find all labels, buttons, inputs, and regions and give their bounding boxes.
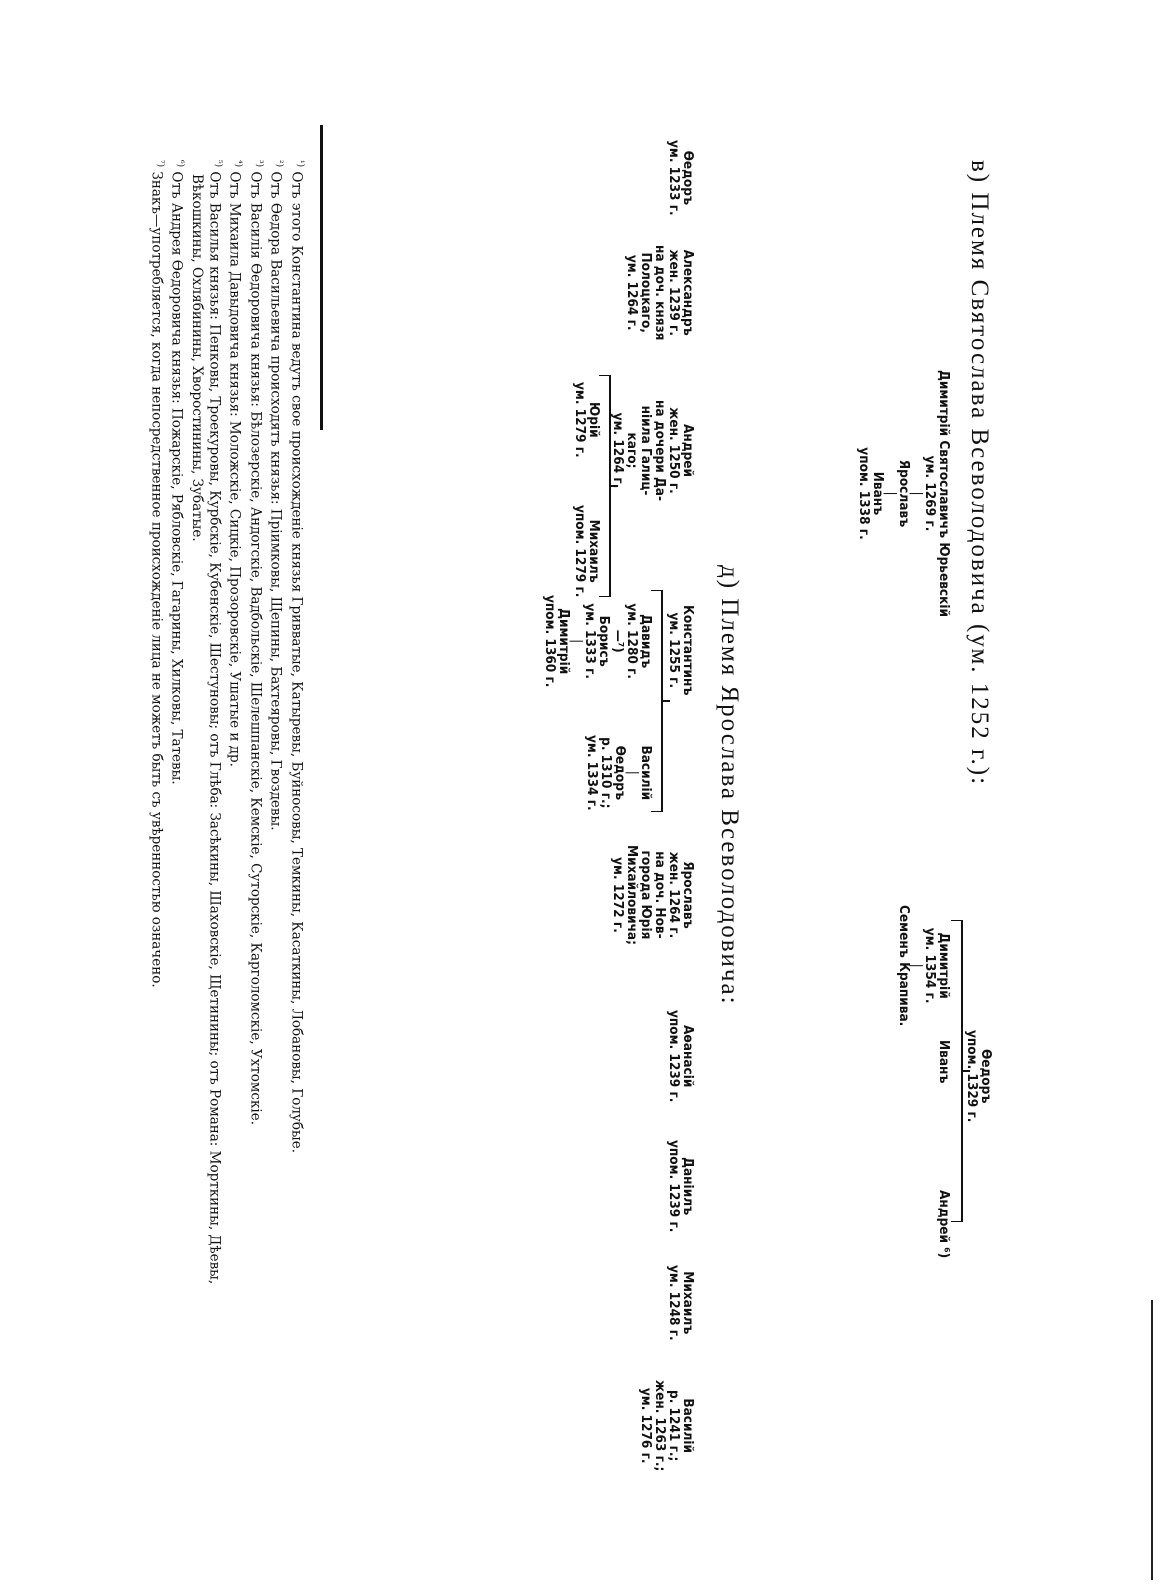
footnote-5: $^{^5)}$ Отъ Василья князья: Пенковы, Троекуровы, Курбскіе, Кубенскіе, Шестуновы; отъ Глѣба: Засѣкины, Шаховскіе, Щетинины; отъ Романа: Морткины, Дѣевы, bbox=[206, 160, 223, 1285]
person-daniil: Даніилъ упом. 1239 г. bbox=[666, 1140, 696, 1233]
person-yuri: Юрій ум. 1279 г. bbox=[572, 382, 602, 458]
person-yaroslav: Ярославъ жен. 1264 г. на доч. Нов- города Юрія Михайловича; ум. 1272 г. bbox=[610, 845, 696, 945]
person-andrey-2: Андрей жен. 1250 г. на дочери Да- ніила Галиц- каго; ум. 1264 г. bbox=[610, 400, 696, 502]
person-vasily-2: Василій р. 1241 г.; жен. 1263 г.; ум. 1276 г. bbox=[638, 1380, 696, 1472]
footnote-5-cont: Вѣкошкины, Охлябинины, Хворостинины, Зубатые. bbox=[189, 174, 206, 542]
person-alexandr: Александръ жен. 1239 г. на доч. князя Полоцкаго, ум. 1264 г. bbox=[624, 245, 696, 341]
person-david: Давидъ ум. 1280 г. —⁷) Борисъ ум. 1333 г. | Димитрій упом. 1360 г. bbox=[542, 595, 654, 688]
person-konstantin: Константинъ ум. 1255 г. bbox=[666, 605, 696, 696]
section-b-heading: в) Племя Святослава Всеволодовича (ум. 1252 г.): bbox=[966, 160, 993, 787]
footnote-6: $^{^6)}$ Отъ Андрея Өедоровича князья: Пожарскіе, Рябловскіе, Гагарины, Хилковы, Татевы. bbox=[169, 160, 186, 785]
person-mikhail: Михаилъ упом. 1279 г. bbox=[572, 505, 602, 598]
person-theodor: Өедоръ упом. 1329 г. bbox=[964, 1030, 994, 1123]
person-dimitry-svyatoslavich: Димитрій Святославичъ Юрьевскій ум. 1269 г. | Ярославъ | Иванъ упом. 1338 г. bbox=[856, 370, 952, 618]
section-d-heading: д) Племя Ярослава Всеволодовича: bbox=[716, 565, 743, 1006]
footnote-1: $^{^1)}$ Отъ этого Константина ведутъ свое происхожденіе князья Гривватые, Катыревы, Буйносовы, Темкины, Касаткины, Лобановы, Голубые. bbox=[288, 160, 305, 1153]
person-ivan-2: Иванъ bbox=[936, 1040, 952, 1084]
person-dimitry-2: Димитрій ум. 1354 г. | Семенъ Крапива. bbox=[896, 905, 952, 1027]
person-vasily: Василій | Өедоръ р. 1310 г.; ум. 1334 г. bbox=[584, 735, 654, 811]
person-andrey: Андрей ⁶) bbox=[936, 1190, 952, 1259]
footnotes bbox=[148, 160, 309, 1284]
footnote-7: $^{^7)}$ Знакъ—употребляется, когда непосредственное происхожденіе лица не можетъ быть съ увѣренностью означено. bbox=[148, 160, 165, 988]
footnote-2: $^{^2)}$ Отъ Өедора Васильевича происходятъ князья: Пріимковы, Щепины, Бахтеяровы, Гвоздевы. bbox=[268, 160, 285, 831]
edge-rule bbox=[1151, 1300, 1153, 1580]
footnote-rule bbox=[320, 125, 323, 430]
person-theodor-3: Өедоръ ум. 1233 г. bbox=[666, 140, 696, 216]
person-mikhail-2: Михаилъ ум. 1248 г. bbox=[666, 1265, 696, 1341]
brace-theodor-children bbox=[951, 920, 963, 1222]
person-athanasy: Аөанасій упом. 1239 г. bbox=[666, 1010, 696, 1103]
footnote-4: $^{^4)}$ Отъ Михаила Давыдовича князья: Моложскіе, Сицкіе, Прозоровскіе, Ушатые и др. bbox=[227, 160, 244, 767]
footnote-3: $^{^3)}$ Отъ Василія Өедоровича князья: Бѣлозерскіе, Андогскіе, Вадбольскіе, Шелешпанскіе, Кемскіе, Суторскіе, Карголомскіе, Ухтомскіе. bbox=[247, 160, 264, 1125]
